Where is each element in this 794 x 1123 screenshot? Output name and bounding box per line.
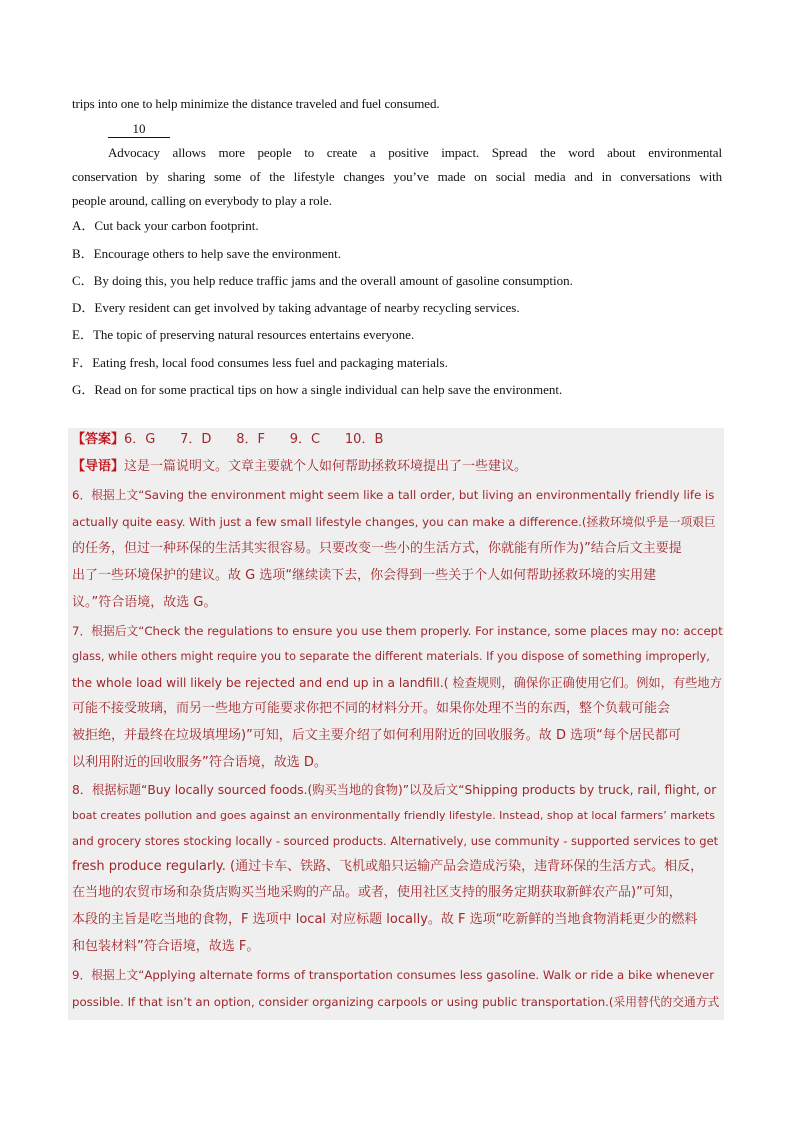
explanation-line-8: the whole load will likely be rejected and end up in a landfill.( 检查规则，确保你正确使用它们。例如，有些地方 [72, 676, 722, 690]
explanation-line-13: boat creates pollution and goes against an environmentally friendly lifestyle. Instead, shop at local farmers’ markets [72, 809, 715, 822]
explanation-line-6: 7．根据后文“Check the regulations to ensure you use them properly. For instance, some places may no: accept [72, 624, 723, 638]
passage-para-line-3: people around, calling on everybody to play a role. [72, 193, 332, 208]
explanation-line-11: 以利用附近的回收服务”符合语境，故选 D。 [72, 755, 327, 770]
passage-line-trips: trips into one to help minimize the distance traveled and fuel consumed. [72, 96, 440, 111]
option-d: D．Every resident can get involved by taking advantage of nearby recycling services. [72, 300, 520, 315]
answer-line [72, 431, 722, 449]
guide-text: 这是一篇说明文。文章主要就个人如何帮助拯救环境提出了一些建议。 [124, 459, 528, 474]
explanation-line-17: 本段的主旨是吃当地的食物，F 选项中 local 对应标题 locally。故 F 选项“吃新鲜的当地食物消耗更少的燃料 [72, 912, 698, 927]
explanation-line-18: 和包装材料”符合语境，故选 F。 [72, 939, 260, 954]
explanation-line-12: 8．根据标题“Buy locally sourced foods.(购买当地的食物)”以及后文“Shipping products by truck, rail, flight, or [72, 783, 717, 797]
explanation-line-1: 6．根据上文“Saving the environment might seem like a tall order, but living an environmentally friendly life is [72, 488, 715, 502]
answer-text: 6．G 7．D 8．F 9．C 10．B [124, 432, 384, 447]
option-a: A．Cut back your carbon footprint. [72, 218, 259, 233]
explanation-line-7: glass, while others might require you to separate the different materials. If you dispose of something improperly, [72, 650, 710, 663]
explanation-line-19: 9．根据上文“Applying alternate forms of transportation consumes less gasoline. Walk or ride a bike whenever [72, 968, 715, 982]
option-e: E．The topic of preserving natural resources entertains everyone. [72, 327, 415, 342]
explanation-line-20: possible. If that isn’t an option, consider organizing carpools or using public transportation.(采用替代的交通方式 [72, 995, 720, 1009]
explanation-line-2: actually quite easy. With just a few small lifestyle changes, you can make a difference.(拯救环境似乎是一项艰巨 [72, 515, 716, 529]
passage-para-line-1: Advocacy allows more people to create a positive impact. Spread the word about environmental [108, 145, 722, 160]
guide-line [72, 458, 722, 476]
guide-label: 【导语】 [72, 459, 125, 474]
explanation-line-4: 出了一些环境保护的建议。故 G 选项“继续读下去，你会得到一些关于个人如何帮助拯救环境的实用建 [72, 568, 657, 583]
passage-para-line-2: conservation by sharing some of the lifestyle changes you’ve made on social media and in conversations with [72, 169, 722, 184]
option-c: C．By doing this, you help reduce traffic jams and the overall amount of gasoline consumption. [72, 273, 573, 288]
explanation-line-16: 在当地的农贸市场和杂货店购买当地采购的产品。或者，使用社区支持的服务定期获取新鲜农产品)”可知， [72, 885, 682, 900]
answer-label: 【答案】 [72, 432, 125, 447]
explanation-line-10: 被拒绝，并最终在垃圾填埋场)”可知，后文主要介绍了如何利用附近的回收服务。故 D 选项“每个居民都可 [72, 728, 681, 743]
explanation-line-15: fresh produce regularly. (通过卡车、铁路、飞机或船只运输产品会造成污染，违背环保的生活方式。相反， [72, 859, 704, 874]
explanation-line-3: 的任务，但过一种环保的生活其实很容易。只要改变一些小的生活方式，你就能有所作为)”结合后文主要提 [72, 541, 682, 556]
option-g: G．Read on for some practical tips on how a single individual can help save the environment. [72, 382, 563, 397]
blank-10: 10 [108, 121, 170, 138]
option-f: F．Eating fresh, local food consumes less fuel and packaging materials. [72, 355, 448, 370]
explanation-line-9: 可能不接受玻璃，而另一些地方可能要求你把不同的材料分开。如果你处理不当的东西，整个负载可能会 [72, 701, 671, 716]
option-b: B．Encourage others to help save the environment. [72, 246, 341, 261]
explanation-line-5: 议。”符合语境，故选 G。 [72, 595, 217, 610]
explanation-line-14: and grocery stores stocking locally - sourced products. Alternatively, use community - supported services to get [72, 834, 719, 848]
